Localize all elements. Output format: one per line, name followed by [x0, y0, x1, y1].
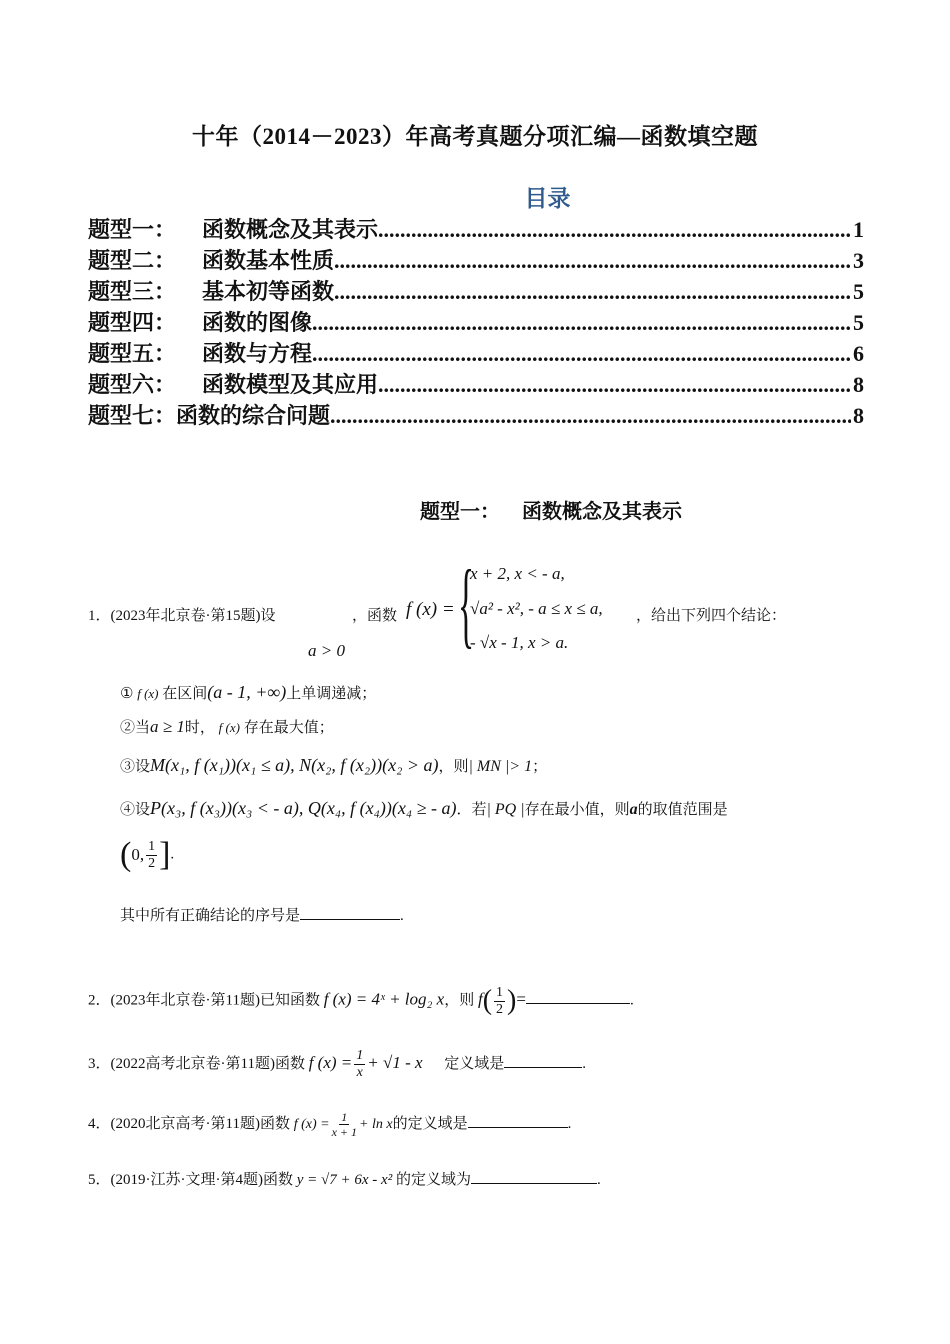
- equals-sign: =: [516, 989, 526, 1009]
- toc-leader: [312, 307, 851, 338]
- question-text: 的定义域是: [392, 1115, 468, 1132]
- toc-item-text: 函数基本性质: [202, 248, 335, 273]
- question-end: .: [567, 1115, 572, 1132]
- toc-leader: [330, 400, 851, 431]
- statement-3: [120, 755, 547, 776]
- question-expr: + √1 - x: [367, 1052, 423, 1072]
- statement-text: ；: [532, 759, 548, 775]
- statement-expr: | MN |> 1: [468, 758, 533, 775]
- toc-item-text: 函数的图像: [202, 310, 313, 335]
- statement-text: 的取值范围是: [637, 802, 728, 818]
- statement-text: 设: [135, 759, 151, 775]
- question-fraction: [332, 1110, 357, 1139]
- range-period: .: [170, 846, 175, 863]
- fraction-denominator: x: [356, 1065, 363, 1080]
- toc-item[interactable]: [88, 214, 864, 245]
- table-of-contents: [88, 214, 864, 431]
- toc-item-text: 函数模型及其应用: [202, 372, 379, 397]
- range-zero: 0,: [131, 845, 145, 864]
- statement-text: ，则: [438, 759, 469, 775]
- toc-leader: [378, 214, 851, 245]
- toc-item-page: 8: [853, 372, 864, 397]
- question-source: (2023年北京卷·第11题)已知函数: [110, 992, 320, 1009]
- toc-leader: [334, 245, 851, 276]
- answer-blank[interactable]: [468, 1113, 568, 1128]
- fraction-denominator: 2: [148, 855, 156, 871]
- statement-expr: f (x): [137, 686, 159, 701]
- question-expr: f: [477, 989, 483, 1009]
- statement-1: [120, 682, 376, 703]
- close-paren: ): [507, 985, 517, 1016]
- condition-a-positive: a > 0: [308, 641, 345, 660]
- piecewise-case-2: √a² - x², - a ≤ x ≤ a,: [470, 599, 603, 618]
- statement-marker: ②: [120, 720, 136, 736]
- statement-expr: a ≥ 1: [150, 717, 185, 736]
- section-heading: [420, 495, 682, 524]
- toc-item-page: 5: [853, 310, 864, 335]
- fraction-numerator: 1: [496, 984, 504, 1000]
- toc-item-page: 5: [853, 279, 864, 304]
- argument-fraction: [494, 985, 505, 1018]
- question-expr: f (x) =: [293, 1116, 330, 1132]
- toc-item[interactable]: [88, 338, 864, 369]
- toc-item-text: 函数与方程: [202, 341, 313, 366]
- toc-item-text: 函数的综合问题: [176, 403, 331, 428]
- question-number: 2．: [88, 992, 111, 1009]
- question-1-lead: [88, 604, 276, 625]
- toc-item[interactable]: [88, 400, 864, 431]
- toc-item-text: 函数概念及其表示: [202, 217, 379, 242]
- question-source: (2022高考北京卷·第11题)函数: [110, 1055, 305, 1072]
- statement-text: 存在最小值，则: [524, 802, 630, 818]
- toc-item-page: 3: [853, 248, 864, 273]
- range-open-paren: (: [120, 836, 132, 873]
- range-close-bracket: ]: [159, 836, 171, 873]
- answer-blank[interactable]: [471, 1169, 597, 1184]
- toc-item-label: 题型四：: [88, 310, 177, 335]
- question-1-tail: ，给出下列四个结论：: [636, 608, 787, 624]
- toc-item-label: 题型七：: [88, 403, 177, 428]
- statement-2: [120, 716, 334, 737]
- toc-leader: [312, 338, 851, 369]
- toc-heading: 目录: [524, 186, 571, 211]
- question-number: 3．: [88, 1055, 111, 1072]
- question-source: (2019·江苏·文理·第4题)函数: [110, 1172, 293, 1188]
- toc-item[interactable]: [88, 276, 864, 307]
- toc-item-page: 6: [853, 341, 864, 366]
- toc-item-label: 题型三：: [88, 279, 177, 304]
- toc-leader: [378, 369, 851, 400]
- statement-expr: a: [629, 801, 638, 818]
- question-number: 5．: [88, 1172, 111, 1188]
- piecewise-brace: {: [458, 550, 475, 657]
- statement-marker: ③: [120, 759, 136, 775]
- statement-expr: P(x₃, f (x₃))(x₃ < - a), Q(x₄, f (x₄))(x₄ ≥ - a): [150, 798, 457, 818]
- question-expr: + ln x: [359, 1116, 393, 1132]
- answer-blank[interactable]: [300, 905, 400, 920]
- question-end: .: [596, 1172, 601, 1188]
- question-3: [88, 1048, 586, 1081]
- fraction-denominator: 2: [496, 1001, 504, 1017]
- toc-item-label: 题型一：: [88, 217, 177, 242]
- question-1-ask: [120, 904, 404, 925]
- statement-expr: | PQ |: [486, 801, 525, 818]
- question-expr: f (x) = 4ˣ + log₂ x: [323, 989, 445, 1009]
- toc-item-page: 8: [853, 403, 864, 428]
- statement-text: 存在最大值；: [243, 720, 334, 736]
- question-text: 定义域是: [444, 1055, 505, 1072]
- question-expr: y = √7 + 6x - x²: [296, 1172, 393, 1188]
- statement-text: 时，: [184, 720, 215, 736]
- answer-blank[interactable]: [504, 1053, 582, 1068]
- question-4: [88, 1110, 571, 1139]
- statement-text: 当: [135, 720, 151, 736]
- statement-text: 设: [135, 802, 151, 818]
- question-end: .: [629, 992, 634, 1009]
- piecewise-lhs: f (x) =: [406, 599, 455, 620]
- section-text: 函数概念及其表示: [522, 501, 682, 523]
- toc-item-label: 题型六：: [88, 372, 177, 397]
- statement-text: 上单调递减；: [286, 686, 377, 702]
- question-fraction: [354, 1048, 365, 1081]
- statement-expr: f (x): [218, 720, 240, 735]
- ask-text: 其中所有正确结论的序号是: [120, 908, 301, 924]
- question-source: (2023年北京卷·第15题)设: [110, 608, 276, 624]
- ask-end: .: [400, 908, 404, 924]
- question-text: 的定义域为: [395, 1172, 471, 1188]
- toc-item-label: 题型五：: [88, 341, 177, 366]
- question-2: [88, 984, 634, 1018]
- document-title: 十年（2014－2023）年高考真题分项汇编—函数填空题: [192, 124, 758, 149]
- statement-marker: ④: [120, 802, 136, 818]
- toc-item[interactable]: [88, 307, 864, 338]
- fraction-denominator: x + 1: [331, 1125, 358, 1139]
- function-intro: ，函数: [352, 608, 398, 624]
- question-source: (2020北京高考·第11题)函数: [110, 1115, 290, 1132]
- piecewise-case-1: x + 2, x < - a,: [470, 564, 565, 583]
- statement-text: 在区间: [162, 686, 208, 702]
- statement-marker: ①: [120, 686, 134, 702]
- toc-item-text: 基本初等函数: [202, 279, 335, 304]
- section-label: 题型一：: [420, 501, 500, 523]
- toc-item-label: 题型二：: [88, 248, 177, 273]
- statement-expr: (a - 1, +∞): [207, 682, 287, 702]
- question-expr: f (x) =: [308, 1052, 353, 1072]
- statement-expr: M(x₁, f (x₁))(x₁ ≤ a), N(x₂, f (x₂))(x₂ > a): [150, 755, 439, 775]
- fraction-numerator: 1: [356, 1048, 364, 1063]
- question-end: .: [582, 1055, 587, 1072]
- question-number: 1．: [88, 608, 111, 624]
- range-answer: [120, 838, 174, 872]
- question-5: [88, 1168, 601, 1189]
- toc-item[interactable]: [88, 369, 864, 400]
- fraction-numerator: 1: [341, 1110, 348, 1124]
- toc-item-page: 1: [853, 217, 864, 242]
- fraction-numerator: 1: [148, 838, 156, 854]
- piecewise-case-3: - √x - 1, x > a.: [470, 633, 569, 652]
- range-fraction: [146, 839, 157, 872]
- open-paren: (: [482, 985, 493, 1016]
- answer-blank[interactable]: [526, 989, 630, 1004]
- question-number: 4．: [88, 1115, 111, 1132]
- question-text: ，则: [444, 992, 475, 1009]
- toc-item[interactable]: [88, 245, 864, 276]
- statement-text: ．若: [456, 802, 487, 818]
- statement-4: [120, 798, 728, 819]
- toc-leader: [334, 276, 851, 307]
